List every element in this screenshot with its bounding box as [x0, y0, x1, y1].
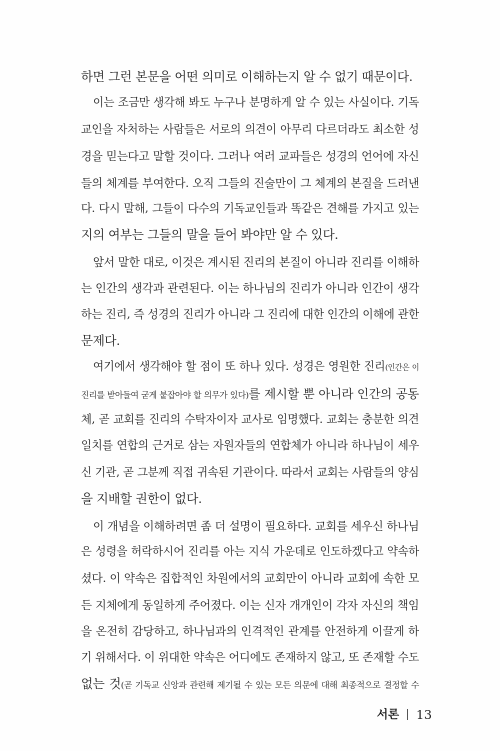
text-line: 기 위해서다. 이 위대한 약속은 어디에도 존재하지 않고, 또 존재할 수도 [81, 650, 419, 664]
text-line: 들의 체계를 부여한다. 오직 그들의 진술만이 그 체계의 본질을 드러낸 [81, 175, 419, 190]
text-line: 은 성령을 허락하시어 진리를 아는 지식 가운데로 인도하겠다고 약속하 [81, 545, 419, 559]
body-text [81, 64, 419, 697]
text-line: 하는 진리, 즉 성경의 진리가 아니라 그 진리에 대한 인간의 이해에 관한 [81, 307, 419, 321]
text-line: 셨다. 이 약속은 집합적인 차원에서의 교회만이 아니라 교회에 속한 모 [81, 571, 419, 586]
text-line: 을 온전히 감당하고, 하나님과의 인격적인 관계를 안전하게 이끌게 하 [81, 624, 419, 639]
text-line [81, 381, 419, 407]
page-number: 13 [416, 706, 432, 722]
text-line: 는 인간의 생각과 관련된다. 이는 하나님의 진리가 아니라 인간이 생각 [81, 281, 419, 296]
text-span: 를 제시할 뿐 아니라 인간의 공동 [248, 386, 419, 401]
text-line [81, 354, 419, 380]
text-line: 하면 그런 본문을 어떤 의미로 이해하는지 알 수 없기 때문이다. [81, 69, 413, 84]
text-line: 신 기관, 곧 그분께 직접 귀속된 기관이다. 따라서 교회는 사람들의 양심 [81, 465, 419, 479]
text-span: 여기에서 생각해야 할 점이 또 하나 있다. 성경은 영원한 진리 [93, 360, 386, 374]
text-line: 다. 다시 말해, 그들이 다수의 기독교인들과 똑같은 견해를 가지고 있는 [81, 201, 419, 215]
text-line: 문제다. [81, 332, 121, 348]
footer-divider [407, 709, 408, 720]
parenthetical-note: 진리를 받아들여 굳게 붙잡아야 할 의무가 있다) [81, 389, 249, 400]
text-line: 을 지배할 권한이 없다. [81, 491, 202, 507]
text-line: 경을 믿는다고 말할 것이다. 그러나 여러 교파들은 성경의 언어에 자신 [81, 149, 419, 164]
text-line: 지의 여부는 그들의 말을 들어 봐야만 알 수 있다. [81, 227, 339, 243]
text-line: 체, 곧 교회를 진리의 수탁자이자 교사로 임명했다. 교회는 충분한 의견 [81, 413, 419, 427]
section-label: 서론 [376, 707, 400, 721]
text-line: 앞서 말한 대로, 이것은 계시된 진리의 본질이 아니라 진리를 이해하 [93, 254, 419, 269]
text-line [81, 671, 419, 697]
text-line: 이는 조금만 생각해 봐도 누구나 분명하게 알 수 있는 사실이다. 기독 [93, 96, 419, 110]
parenthetical-note: (인간은 이 [385, 363, 419, 373]
text-line: 든 지체에게 동일하게 주어졌다. 이는 신자 개개인이 각자 자신의 책임 [81, 597, 419, 612]
text-line: 일치를 연합의 근거로 삼는 자원자들의 연합체가 아니라 하나님이 세우 [81, 439, 419, 453]
parenthetical-note: (곧 기독교 신앙과 관련해 제기될 수 있는 모든 의문에 대해 최종적으로 결정할 수 [120, 680, 419, 691]
text-span: 없는 것 [81, 675, 121, 691]
text-line: 이 개념을 이해하려면 좀 더 설명이 필요하다. 교회를 세우신 하나님 [93, 518, 419, 533]
text-line: 교인을 자처하는 사람들은 서로의 의견이 아무리 다르더라도 최소한 성 [81, 122, 419, 136]
page-footer [377, 704, 432, 724]
